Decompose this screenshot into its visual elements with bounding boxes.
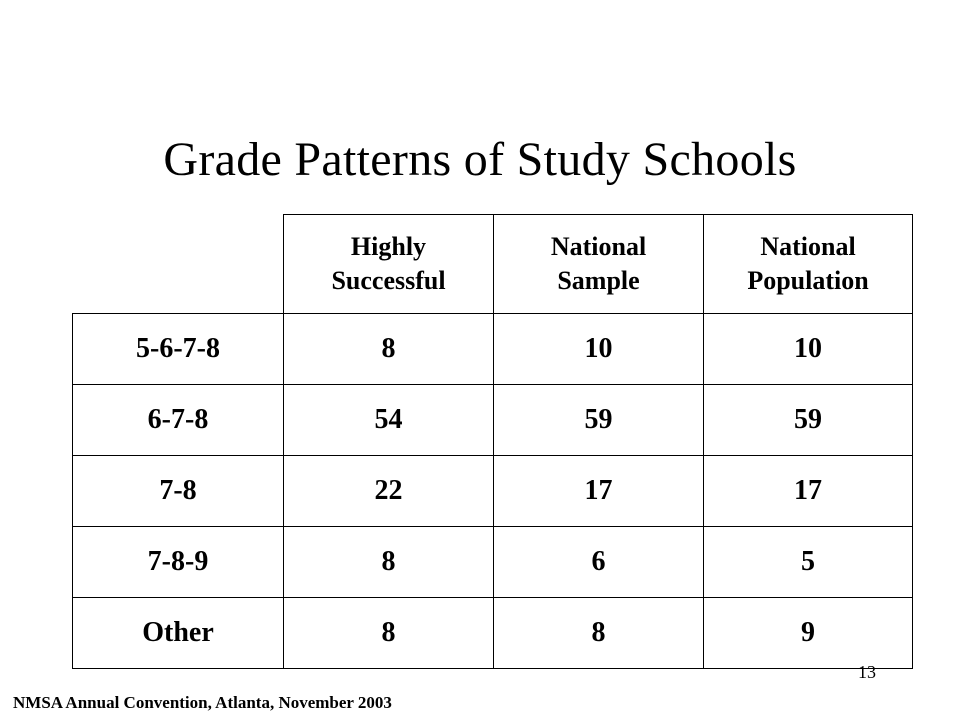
header-line: Successful bbox=[331, 266, 446, 295]
header-line: National bbox=[760, 232, 856, 261]
grade-patterns-table bbox=[72, 214, 913, 669]
national-population-cell: 10 bbox=[704, 314, 913, 385]
slide-title: Grade Patterns of Study Schools bbox=[163, 133, 797, 187]
footer-note: NMSA Annual Convention, Atlanta, November 2003 bbox=[13, 693, 392, 712]
table-header-row bbox=[73, 215, 913, 314]
national-population-cell: 59 bbox=[704, 385, 913, 456]
header-national-sample bbox=[494, 215, 704, 314]
national-population-cell: 5 bbox=[704, 527, 913, 598]
header-line: Population bbox=[747, 266, 869, 295]
national-sample-cell: 8 bbox=[494, 598, 704, 669]
table-row bbox=[73, 527, 913, 598]
grade-pattern-cell: 7-8-9 bbox=[73, 527, 284, 598]
national-sample-cell: 6 bbox=[494, 527, 704, 598]
table-row bbox=[73, 314, 913, 385]
national-population-cell: 17 bbox=[704, 456, 913, 527]
page-number: 13 bbox=[858, 662, 876, 682]
national-sample-cell: 59 bbox=[494, 385, 704, 456]
national-sample-cell: 10 bbox=[494, 314, 704, 385]
empty-corner-cell bbox=[73, 215, 284, 314]
national-population-cell: 9 bbox=[704, 598, 913, 669]
highly-successful-cell: 8 bbox=[284, 598, 494, 669]
grade-pattern-cell: Other bbox=[73, 598, 284, 669]
header-line: Sample bbox=[557, 266, 640, 295]
header-national-population bbox=[704, 215, 913, 314]
national-sample-cell: 17 bbox=[494, 456, 704, 527]
highly-successful-cell: 54 bbox=[284, 385, 494, 456]
header-line: National bbox=[550, 232, 647, 261]
table-row bbox=[73, 598, 913, 669]
table-row bbox=[73, 456, 913, 527]
grade-pattern-cell: 7-8 bbox=[73, 456, 284, 527]
highly-successful-cell: 22 bbox=[284, 456, 494, 527]
grade-pattern-cell: 5-6-7-8 bbox=[73, 314, 284, 385]
highly-successful-cell: 8 bbox=[284, 314, 494, 385]
header-line: Highly bbox=[350, 232, 427, 261]
highly-successful-cell: 8 bbox=[284, 527, 494, 598]
header-highly-successful bbox=[284, 215, 494, 314]
grade-pattern-cell: 6-7-8 bbox=[73, 385, 284, 456]
table-row bbox=[73, 385, 913, 456]
